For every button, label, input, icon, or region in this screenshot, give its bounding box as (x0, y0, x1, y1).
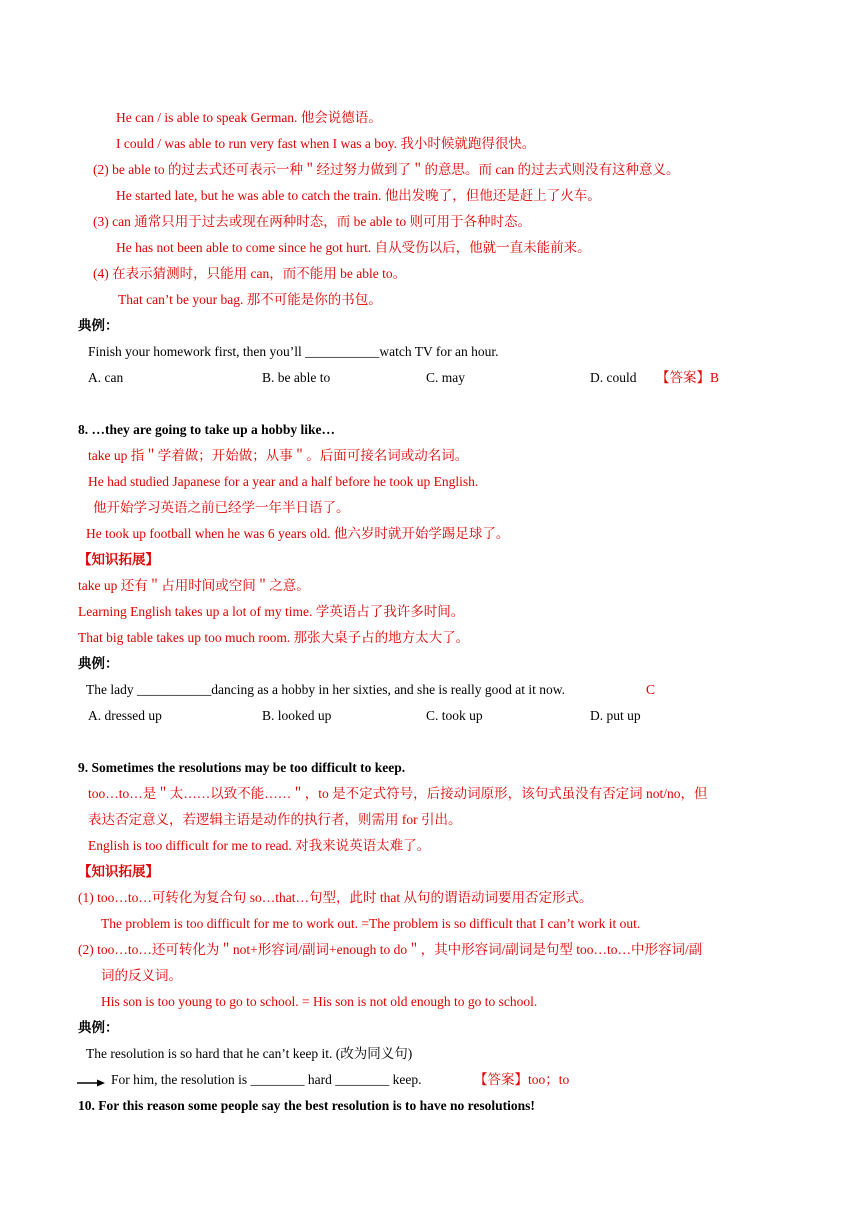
option-b: B. looked up (262, 708, 332, 723)
exercise-question: Finish your homework first, then you’ll ___________watch TV for an hour. (88, 344, 499, 359)
option-d: D. could (590, 370, 637, 385)
option-b: B. be able to (262, 370, 331, 385)
usage-note: take up 还有＂占用时间或空间＂之意。 (78, 578, 310, 593)
example-label: 典例： (78, 318, 119, 333)
usage-note: (1) too…to…可转化为复合句 so…that…句型，此时 that 从句的谓语动词要用否定形式。 (78, 890, 593, 905)
section-heading-9: 9. Sometimes the resolutions may be too difficult to keep. (78, 760, 406, 775)
usage-note: 表达否定意义，若逻辑主语是动作的执行者，则需用 for 引出。 (88, 812, 462, 827)
example-sentence: He has not been able to come since he got hurt. 自从受伤以后，他就一直未能前来。 (116, 240, 591, 255)
example-translation: 他开始学习英语之前已经学一年半日语了。 (93, 500, 350, 515)
knowledge-extension-label: 【知识拓展】 (78, 864, 159, 879)
example-label: 典例： (78, 656, 119, 671)
option-c: C. took up (426, 708, 483, 723)
usage-note: take up 指＂学着做；开始做；从事＂。后面可接名词或动名词。 (88, 448, 469, 463)
example-sentence: That can’t be your bag. 那不可能是你的书包。 (118, 292, 382, 307)
exercise-fill-in: For him, the resolution is ________ hard ________ keep. (111, 1072, 422, 1087)
knowledge-extension-label: 【知识拓展】 (78, 552, 159, 567)
section-heading-10: 10. For this reason some people say the best resolution is to have no resolutions! (78, 1098, 535, 1113)
exercise-question: The lady ___________dancing as a hobby in her sixties, and she is really good at it now. (86, 682, 566, 697)
option-a: A. dressed up (88, 708, 162, 723)
example-label: 典例： (78, 1020, 119, 1035)
example-sentence: That big table takes up too much room. 那张大桌子占的地方太大了。 (78, 630, 470, 645)
usage-note: 词的反义词。 (101, 968, 182, 983)
answer: 【答案】too；to (474, 1072, 570, 1087)
option-d: D. put up (590, 708, 641, 723)
right-arrow-icon (77, 1079, 105, 1087)
usage-note: (2) be able to 的过去式还可表示一种＂经过努力做到了＂的意思。而 can 的过去式则没有这种意义。 (93, 162, 680, 177)
example-sentence: He started late, but he was able to catch the train. 他出发晚了，但他还是赶上了火车。 (116, 188, 601, 203)
answer: 【答案】B (656, 370, 720, 385)
example-sentence: English is too difficult for me to read. 对我来说英语太难了。 (88, 838, 431, 853)
example-sentence: He had studied Japanese for a year and a half before he took up English. (88, 474, 479, 489)
usage-note: (4) 在表示猜测时，只能用 can，而不能用 be able to。 (93, 266, 407, 281)
section-heading-8: 8. …they are going to take up a hobby like… (78, 422, 336, 437)
example-sentence: The problem is too difficult for me to work out. =The problem is so difficult that I can’t work it out. (101, 916, 641, 931)
example-sentence: He took up football when he was 6 years old. 他六岁时就开始学踢足球了。 (86, 526, 510, 541)
option-c: C. may (426, 370, 465, 385)
example-sentence: I could / was able to run very fast when I was a boy. 我小时候就跑得很快。 (116, 136, 536, 151)
usage-note: (3) can 通常只用于过去或现在两种时态，而 be able to 则可用于各种时态。 (93, 214, 531, 229)
answer: C (646, 682, 656, 697)
exercise-question: The resolution is so hard that he can’t keep it. (改为同义句) (86, 1046, 413, 1061)
usage-note: too…to…是＂太……以致不能……＂，to 是不定式符号，后接动词原形，该句式虽没有否定词 not/no，但 (88, 786, 708, 801)
option-a: A. can (88, 370, 124, 385)
example-sentence: Learning English takes up a lot of my time. 学英语占了我许多时间。 (78, 604, 465, 619)
example-sentence: He can / is able to speak German. 他会说德语。 (116, 110, 382, 125)
usage-note: (2) too…to…还可转化为＂not+形容词/副词+enough to do＂，其中形容词/副词是句型 too…to…中形容词/副 (78, 942, 703, 957)
example-sentence: His son is too young to go to school. = His son is not old enough to go to school. (101, 994, 538, 1009)
